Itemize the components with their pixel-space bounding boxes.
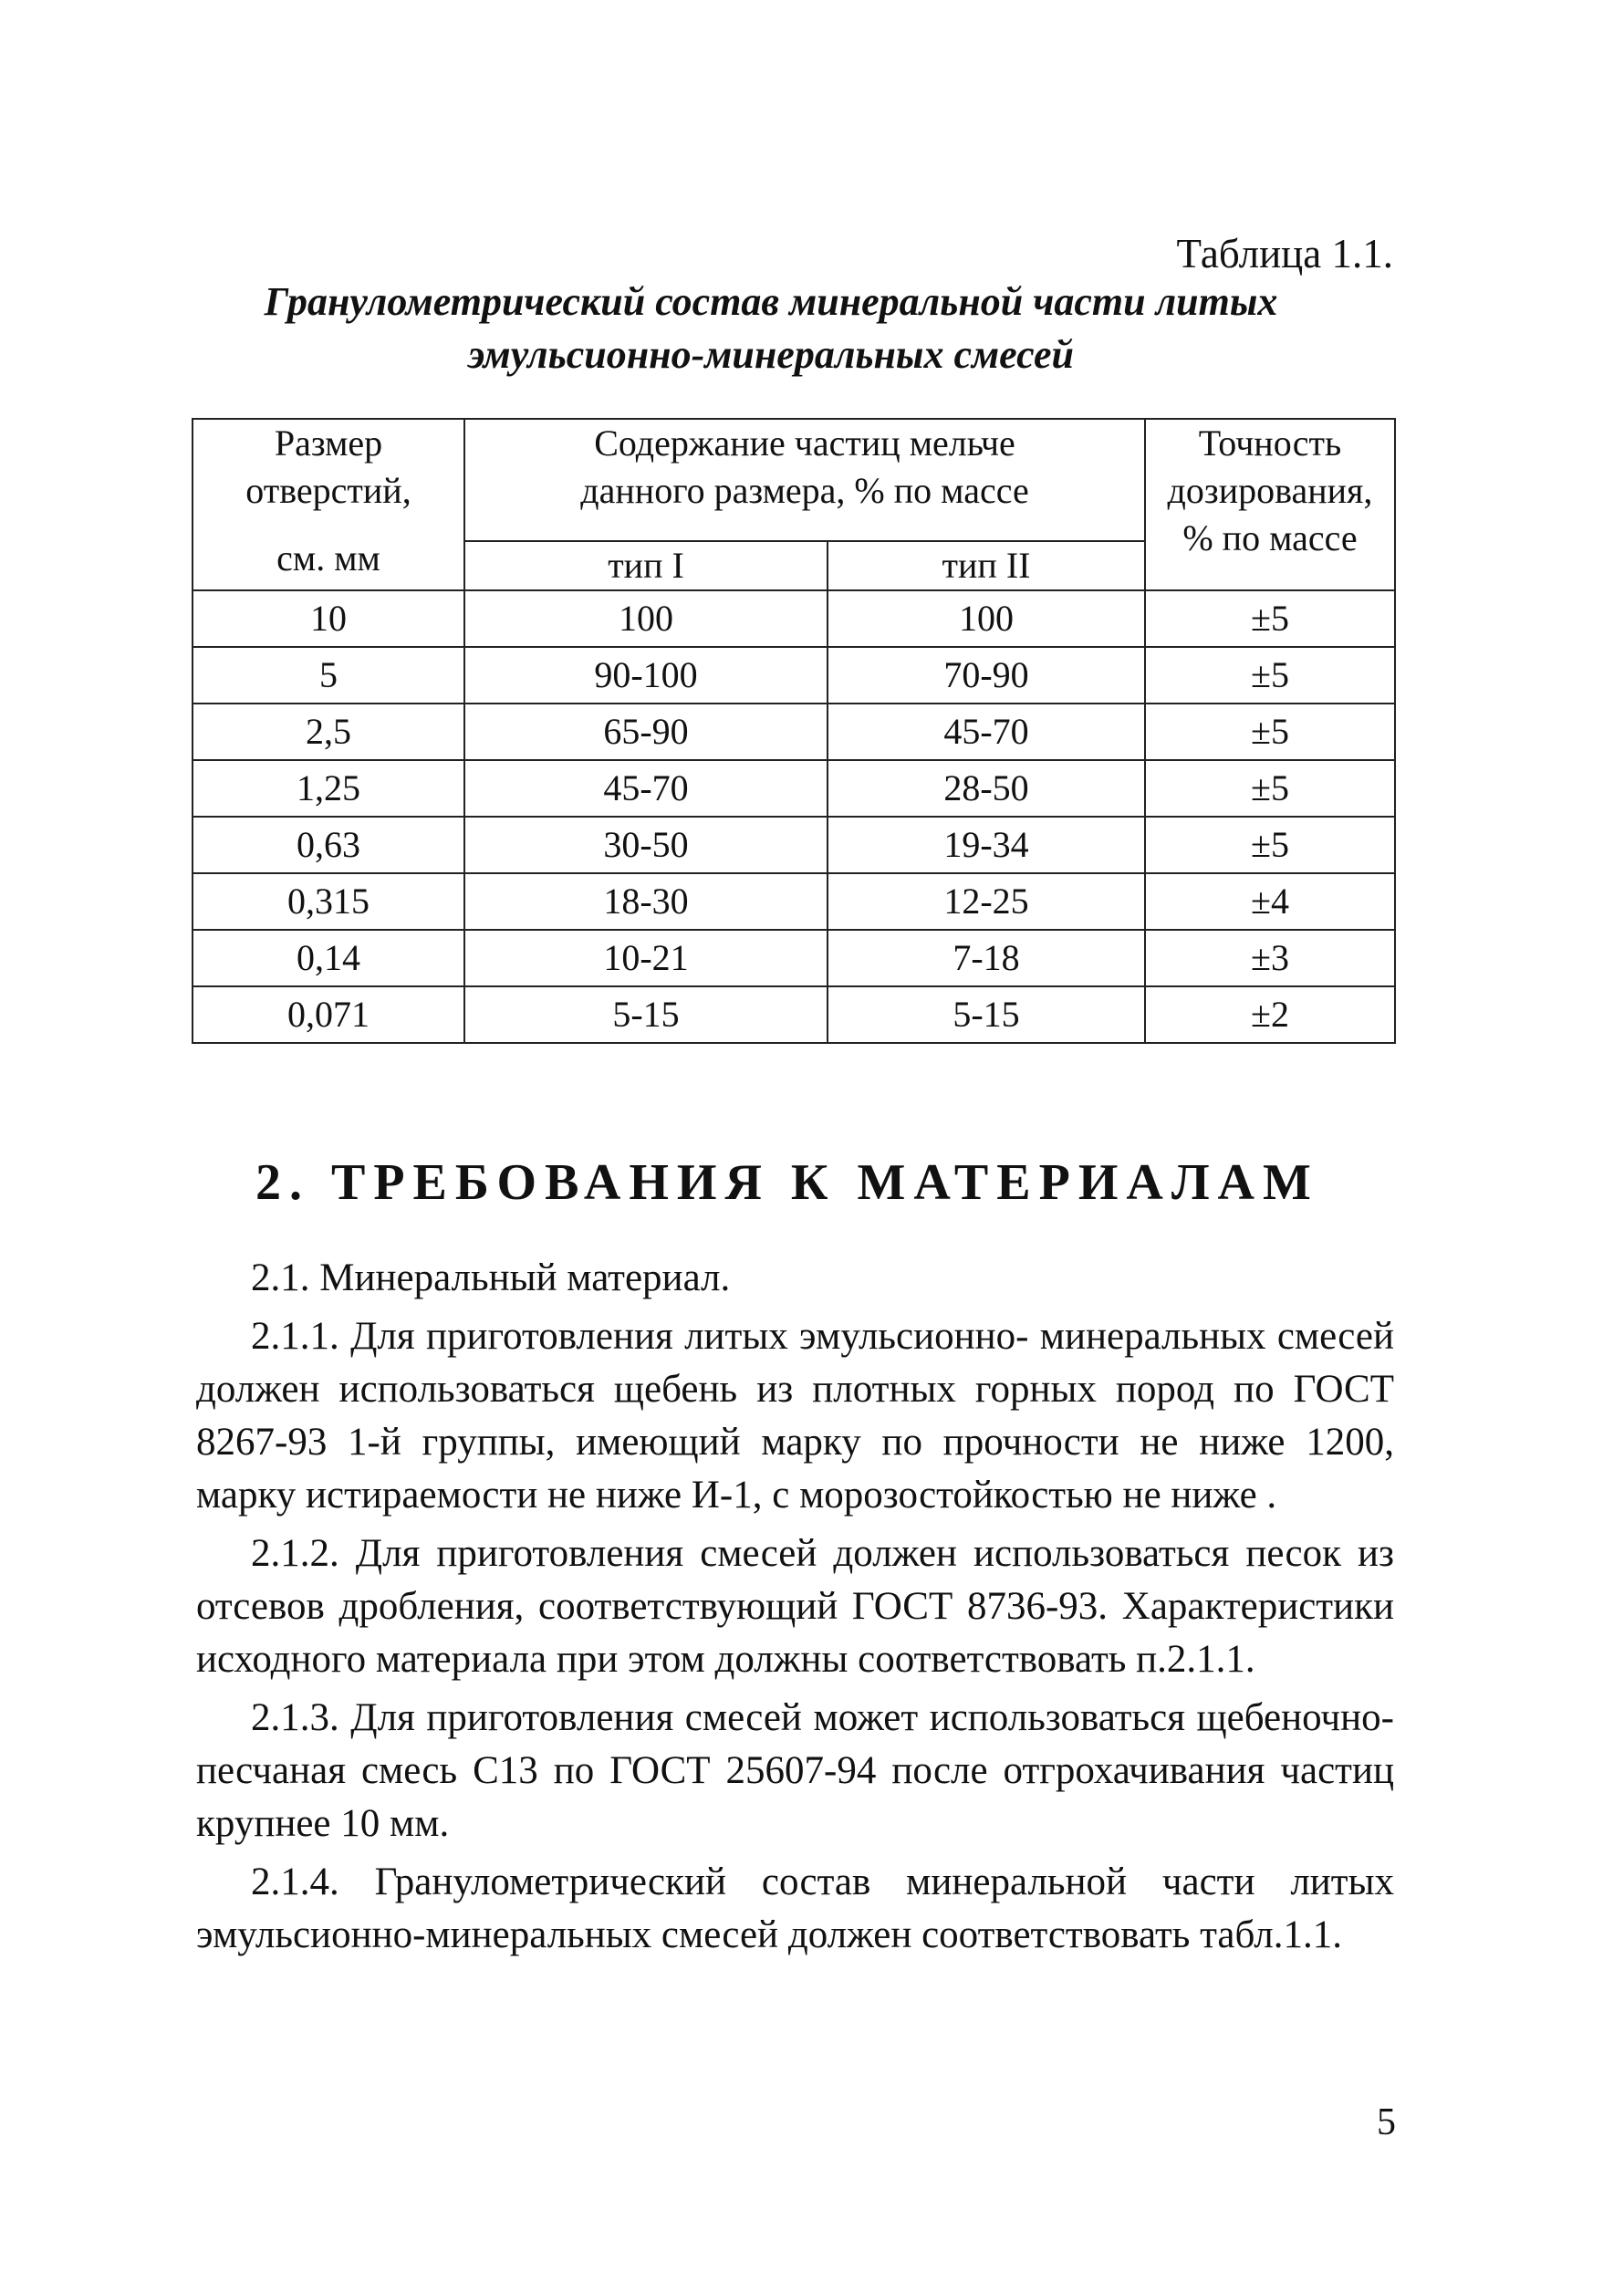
header-size-line-3: см. мм [276,537,380,579]
cell-accuracy: ±5 [1145,704,1395,760]
table-row [193,647,1395,704]
header-accuracy [1145,419,1395,590]
table-label: Таблица 1.1. [1176,231,1393,276]
paragraph-2-1-4: 2.1.4. Гранулометрический состав минеральной части литых эмульсионно-минеральных смесей должен соответствовать табл.1.1. [196,1861,1394,1956]
cell-size: 1,25 [193,760,464,817]
cell-type2: 100 [828,590,1145,647]
granulometry-table [192,418,1396,1044]
cell-type1: 18-30 [464,873,828,930]
cell-type1: 30-50 [464,817,828,873]
paragraph-2-1-1: 2.1.1. Для приготовления литых эмульсионно- минеральных смесей должен использоваться щебень из плотных горных пород по ГОСТ 8267-93 1-й группы, имеющий марку по прочности не ниже 1200, марку истираемости не ниже И-1, с морозостойкостью не ниже . [196,1315,1394,1517]
header-size [193,419,464,590]
cell-accuracy: ±5 [1145,817,1395,873]
cell-type2: 5-15 [828,986,1145,1043]
table-title [201,276,1341,381]
section-body [196,1252,1394,1967]
cell-accuracy: ±3 [1145,930,1395,986]
cell-accuracy: ±5 [1145,647,1395,704]
cell-size: 0,315 [193,873,464,930]
section-heading: 2. ТРЕБОВАНИЯ К МАТЕРИАЛАМ [255,1154,1319,1211]
cell-type1: 10-21 [464,930,828,986]
header-accuracy-line-2: дозирования, [1167,470,1373,511]
header-accuracy-line-3: % по массе [1182,517,1358,558]
table-row [193,590,1395,647]
cell-size: 10 [193,590,464,647]
cell-type1: 65-90 [464,704,828,760]
cell-size: 0,14 [193,930,464,986]
header-content-line-2: данного размера, % по массе [580,470,1029,511]
paragraph-2-1-3: 2.1.3. Для приготовления смесей может использоваться щебеночно-песчаная смесь С13 по ГОСТ 25607-94 после отгрохачивания частиц крупнее 10 мм. [196,1696,1394,1845]
cell-size: 0,071 [193,986,464,1043]
table-title-line-2: эмульсионно-минеральных смесей [467,332,1075,377]
header-content [464,419,1145,541]
cell-accuracy: ±5 [1145,590,1395,647]
cell-type2: 19-34 [828,817,1145,873]
header-type-1: тип I [464,541,828,590]
cell-type2: 28-50 [828,760,1145,817]
cell-type2: 45-70 [828,704,1145,760]
header-size-line-2: отверстий, [245,470,411,511]
cell-accuracy: ±4 [1145,873,1395,930]
cell-type2: 70-90 [828,647,1145,704]
table-title-line-1: Гранулометрический состав минеральной части литых [264,279,1278,324]
table-header-row [193,419,1395,541]
cell-size: 2,5 [193,704,464,760]
cell-type1: 45-70 [464,760,828,817]
table-row [193,760,1395,817]
table-row [193,817,1395,873]
table-row [193,930,1395,986]
header-type-2: тип II [828,541,1145,590]
page-number: 5 [1377,2101,1396,2143]
cell-type2: 7-18 [828,930,1145,986]
cell-type1: 100 [464,590,828,647]
table-row [193,986,1395,1043]
cell-accuracy: ±5 [1145,760,1395,817]
table-row [193,704,1395,760]
header-content-line-1: Содержание частиц мельче [594,422,1015,464]
paragraph-2-1: 2.1. Минеральный материал. [251,1256,731,1299]
cell-size: 0,63 [193,817,464,873]
paragraph-2-1-2: 2.1.2. Для приготовления смесей должен использоваться песок из отсевов дробления, соответствующий ГОСТ 8736-93. Характеристики исходного материала при этом должны соответствовать п.2.1.1. [196,1532,1394,1681]
cell-accuracy: ±2 [1145,986,1395,1043]
header-accuracy-line-1: Точность [1198,422,1342,464]
cell-size: 5 [193,647,464,704]
header-size-line-1: Размер [274,422,383,464]
cell-type2: 12-25 [828,873,1145,930]
cell-type1: 90-100 [464,647,828,704]
table-row [193,873,1395,930]
cell-type1: 5-15 [464,986,828,1043]
